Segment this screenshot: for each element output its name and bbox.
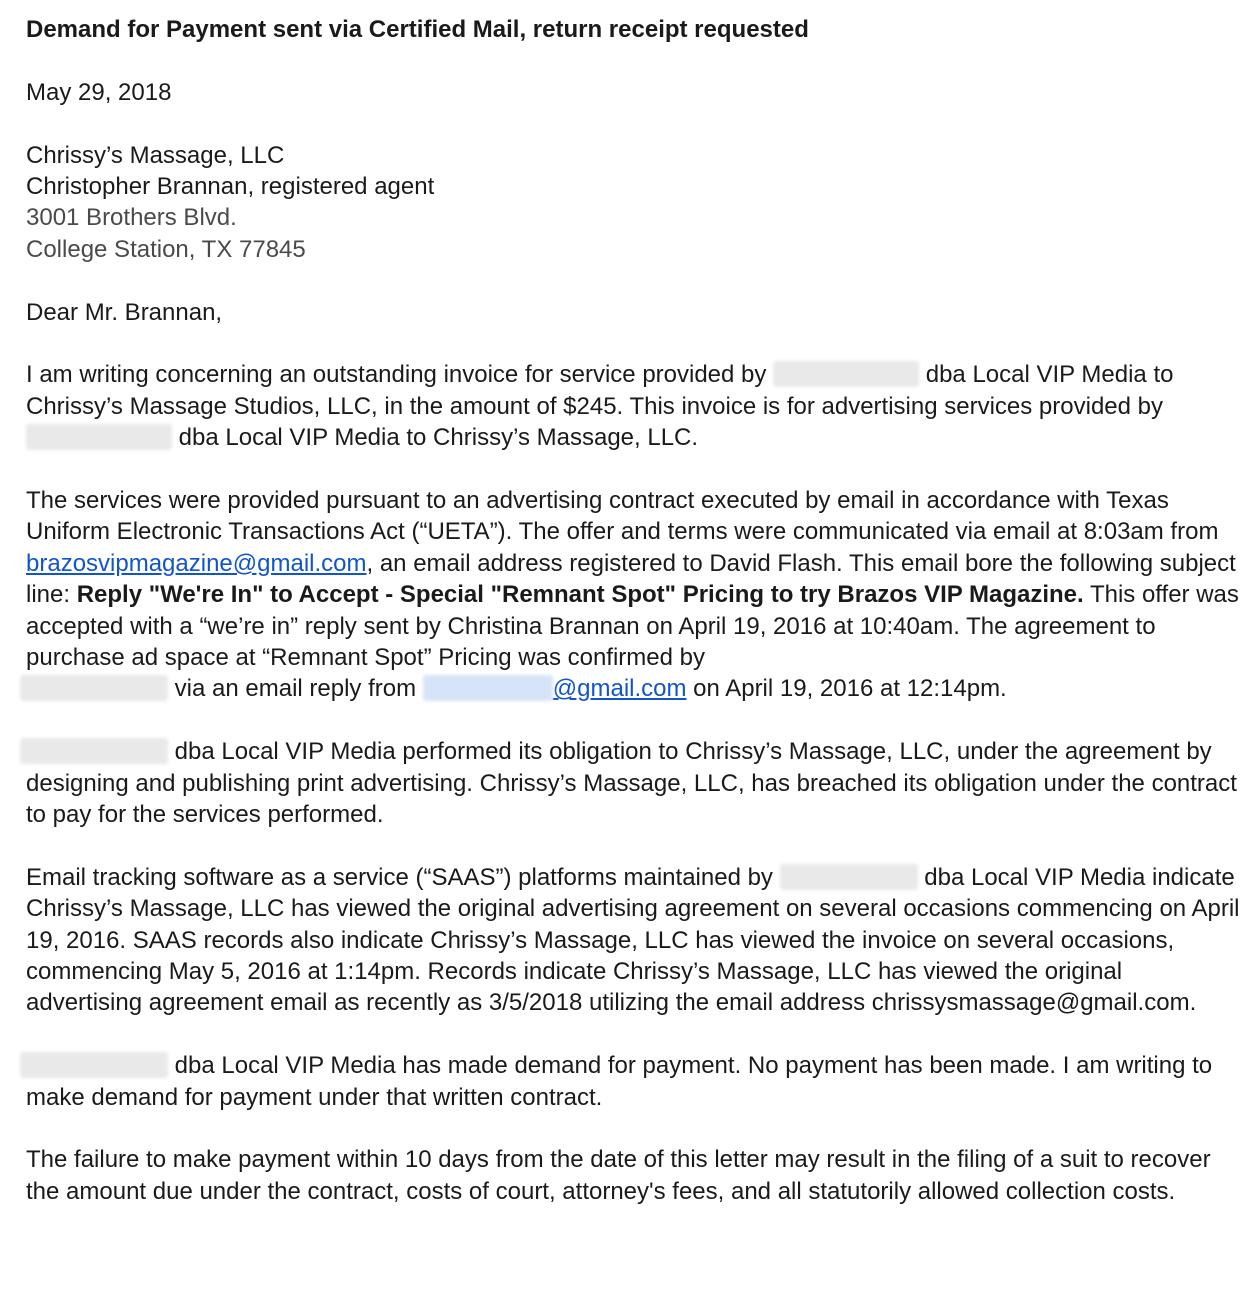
paragraph-consequence — [26, 1144, 1241, 1207]
paragraph-text: on April 19, 2016 at 12:14pm. — [686, 675, 1007, 703]
email-link-gmail[interactable]: @gmail.com — [552, 675, 687, 703]
paragraph-text: This offer was accepted with a “we’re in” reply sent by Christina Brannan on April 19, 2016 at 10:40am. The agreement to purchase ad space at “Remnant Spot” Pricing was confirmed by — [26, 581, 1239, 672]
redacted-name — [773, 361, 919, 387]
letter-date: May 29, 2018 — [26, 78, 172, 106]
redacted-name — [780, 864, 918, 890]
letter-heading: Demand for Payment sent via Certified Mail, return receipt requested — [26, 16, 809, 43]
salutation: Dear Mr. Brannan, — [26, 298, 223, 326]
redacted-email-user — [423, 675, 553, 701]
paragraph-text: dba Local VIP Media performed its obligation to Chrissy’s Massage, LLC, under the agreement by designing and publishing print advertising. Chrissy’s Massage, LLC, has breached its obligation under the contract to pay for the services performed. — [26, 738, 1237, 829]
email-link-brazosvip[interactable]: brazosvipmagazine@gmail.com — [26, 549, 367, 577]
paragraph-text: I am writing concerning an outstanding invoice for service provided by — [26, 361, 774, 389]
paragraph-demand — [26, 1050, 1241, 1113]
paragraph-contract — [26, 485, 1241, 705]
paragraph-invoice — [26, 359, 1241, 453]
paragraph-text: The failure to make payment within 10 days from the date of this letter may result in the filing of a suit to recover the amount due under the contract, costs of court, attorney's fees, and all statutorily allowed collection costs. — [26, 1146, 1211, 1205]
paragraph-text: via an email reply from — [168, 675, 423, 703]
email-subject-line: Reply "We're In" to Accept - Special "Remnant Spot" Pricing to try Brazos VIP Magazine. — [76, 581, 1084, 609]
paragraph-text: dba Local VIP Media to Chrissy’s Massage, LLC. — [172, 424, 699, 452]
paragraph-text: Email tracking software as a service (“SAAS”) platforms maintained by — [26, 863, 780, 891]
paragraph-text: The services were provided pursuant to an advertising contract executed by email in accordance with Texas Uniform Electronic Transactions Act (“UETA”). The offer and terms were communicated via email at 8:03am from — [26, 487, 1219, 546]
paragraph-text: dba Local VIP Media has made demand for payment. No payment has been made. I am writing to make demand for payment under that written contract. — [26, 1052, 1213, 1111]
paragraph-text: dba Local VIP Media to Chrissy’s Massage Studios, LLC, in the amount of $245. This invoice is for advertising services provided by — [26, 361, 1174, 420]
redacted-name — [26, 424, 172, 450]
address-line-company: Chrissy’s Massage, LLC — [26, 141, 285, 169]
address-line-city: College Station, TX 77845 — [26, 235, 306, 263]
redacted-name — [20, 1052, 168, 1078]
address-line-agent: Christopher Brannan, registered agent — [26, 173, 435, 200]
recipient-address — [26, 140, 1241, 266]
paragraph-text: dba Local VIP Media indicate Chrissy’s Massage, LLC has viewed the original advertising agreement on several occasions commencing on April 19, 2016. SAAS records also indicate Chrissy’s Massage, LLC has viewed the invoice on several occasions, commencing May 5, 2016 at 1:14pm. Records indicate Chrissy’s Massage, LLC has viewed the original advertising agreement email as recently as 3/5/2018 utilizing the email address chrissysmassage@gmail.com. — [26, 863, 1240, 1017]
redacted-name — [20, 738, 168, 764]
address-line-street: 3001 Brothers Blvd. — [26, 204, 237, 232]
redacted-name — [20, 675, 168, 701]
paragraph-text: , an email address registered to David Flash. This email bore the following subject line: — [26, 549, 1236, 609]
paragraph-tracking — [26, 862, 1241, 1019]
paragraph-obligation — [26, 736, 1241, 830]
letter-document — [26, 14, 1241, 1239]
